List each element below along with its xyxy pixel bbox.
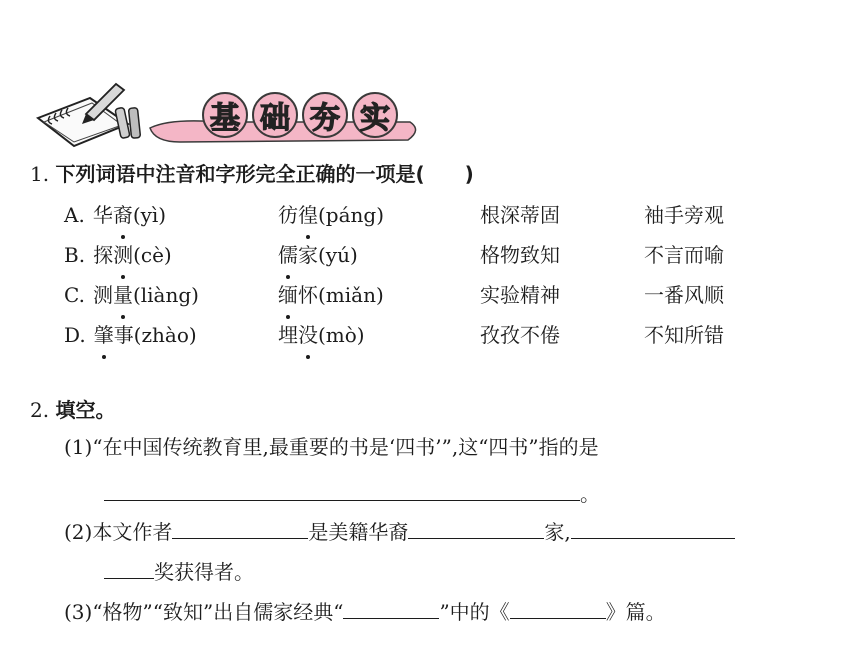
term-text: (yì) bbox=[132, 203, 167, 227]
sub-question-text: 是美籍华裔 bbox=[308, 520, 409, 544]
option-letter: B. bbox=[64, 243, 86, 267]
answer-blank[interactable] bbox=[510, 596, 606, 619]
emphasized-char: 测 bbox=[113, 240, 133, 270]
term-text: 华 bbox=[92, 203, 113, 227]
sub-question-text: (3)“格物”“致知”出自儒家经典“ bbox=[64, 600, 344, 624]
question-1-stem bbox=[30, 160, 474, 188]
option-term bbox=[480, 280, 560, 310]
term-text: (cè) bbox=[133, 243, 172, 267]
term-text: 彷 bbox=[278, 203, 298, 227]
answer-blank[interactable] bbox=[343, 596, 439, 619]
term-text: 探 bbox=[93, 243, 114, 267]
term-text: (mò) bbox=[318, 323, 365, 347]
option-term bbox=[278, 240, 358, 270]
term-text: 不言而喻 bbox=[644, 243, 724, 267]
question-number: 1. bbox=[30, 162, 50, 186]
term-text: 不知所错 bbox=[644, 323, 724, 347]
term-text: 一番风顺 bbox=[644, 283, 724, 307]
term-text: (liàng) bbox=[132, 283, 199, 307]
section-title bbox=[202, 92, 398, 140]
term-text: 格物致知 bbox=[480, 243, 560, 267]
term-text: 埋 bbox=[278, 323, 298, 347]
option-term bbox=[644, 280, 724, 310]
sub-question-text: (1)“在中国传统教育里,最重要的书是‘四书’”,这“四书”指的是 bbox=[64, 435, 599, 459]
sub-question-end: 。 bbox=[580, 482, 600, 506]
question-number: 2. bbox=[30, 398, 50, 422]
option-letter: C. bbox=[64, 283, 85, 307]
option-term bbox=[278, 320, 365, 350]
sub-question-2 bbox=[64, 516, 735, 547]
term-text: 实验精神 bbox=[480, 283, 560, 307]
sub-question-3 bbox=[64, 596, 666, 627]
term-text: (páng) bbox=[318, 203, 385, 227]
option-term bbox=[278, 280, 384, 310]
term-text: 袖手旁观 bbox=[644, 203, 724, 227]
option-term bbox=[64, 240, 172, 270]
emphasized-char: 裔 bbox=[113, 200, 133, 230]
question-text: 下列词语中注音和字形完全正确的一项是( ) bbox=[55, 162, 474, 186]
section-title-char: 基 bbox=[202, 92, 248, 138]
answer-blank[interactable] bbox=[104, 556, 154, 579]
option-letter: A. bbox=[64, 203, 85, 227]
emphasized-char: 缅 bbox=[278, 280, 298, 310]
sub-question-text: 》篇。 bbox=[605, 600, 666, 624]
term-text: 孜孜不倦 bbox=[480, 323, 560, 347]
option-term bbox=[64, 200, 166, 230]
option-term bbox=[480, 200, 560, 230]
term-text: 事(zhào) bbox=[113, 323, 197, 347]
question-text: 填空。 bbox=[55, 398, 116, 422]
sub-question-text: (2)本文作者 bbox=[64, 520, 173, 544]
term-text: 怀(miǎn) bbox=[298, 283, 384, 307]
sub-question-2-cont bbox=[104, 556, 254, 587]
emphasized-char: 徨 bbox=[298, 200, 318, 230]
option-term bbox=[644, 200, 724, 230]
answer-blank[interactable] bbox=[104, 478, 580, 501]
option-term bbox=[480, 320, 560, 350]
option-term bbox=[278, 200, 384, 230]
emphasized-char: 肇 bbox=[94, 320, 114, 350]
option-term bbox=[644, 320, 724, 350]
answer-blank[interactable] bbox=[172, 516, 308, 539]
emphasized-char: 量 bbox=[113, 280, 133, 310]
option-term bbox=[480, 240, 560, 270]
question-2-stem bbox=[30, 396, 115, 424]
sub-question-text: ”中的《 bbox=[439, 600, 510, 624]
option-term bbox=[64, 320, 197, 350]
option-term bbox=[644, 240, 724, 270]
answer-blank[interactable] bbox=[571, 516, 735, 539]
section-banner bbox=[30, 78, 420, 150]
sub-question-text: 奖获得者。 bbox=[154, 560, 254, 584]
term-text: 根深蒂固 bbox=[480, 203, 560, 227]
answer-blank[interactable] bbox=[408, 516, 544, 539]
sub-question-text: 家, bbox=[544, 520, 571, 544]
emphasized-char: 没 bbox=[298, 320, 318, 350]
sub-question-1 bbox=[64, 432, 599, 462]
term-text: 测 bbox=[92, 283, 113, 307]
section-title-char: 实 bbox=[352, 92, 398, 138]
option-term bbox=[64, 280, 199, 310]
option-letter: D. bbox=[64, 323, 86, 347]
section-title-char: 础 bbox=[252, 92, 298, 138]
emphasized-char: 儒 bbox=[278, 240, 298, 270]
sub-question-1-answer bbox=[104, 478, 600, 509]
section-title-char: 夯 bbox=[302, 92, 348, 138]
term-text: 家(yú) bbox=[298, 243, 358, 267]
